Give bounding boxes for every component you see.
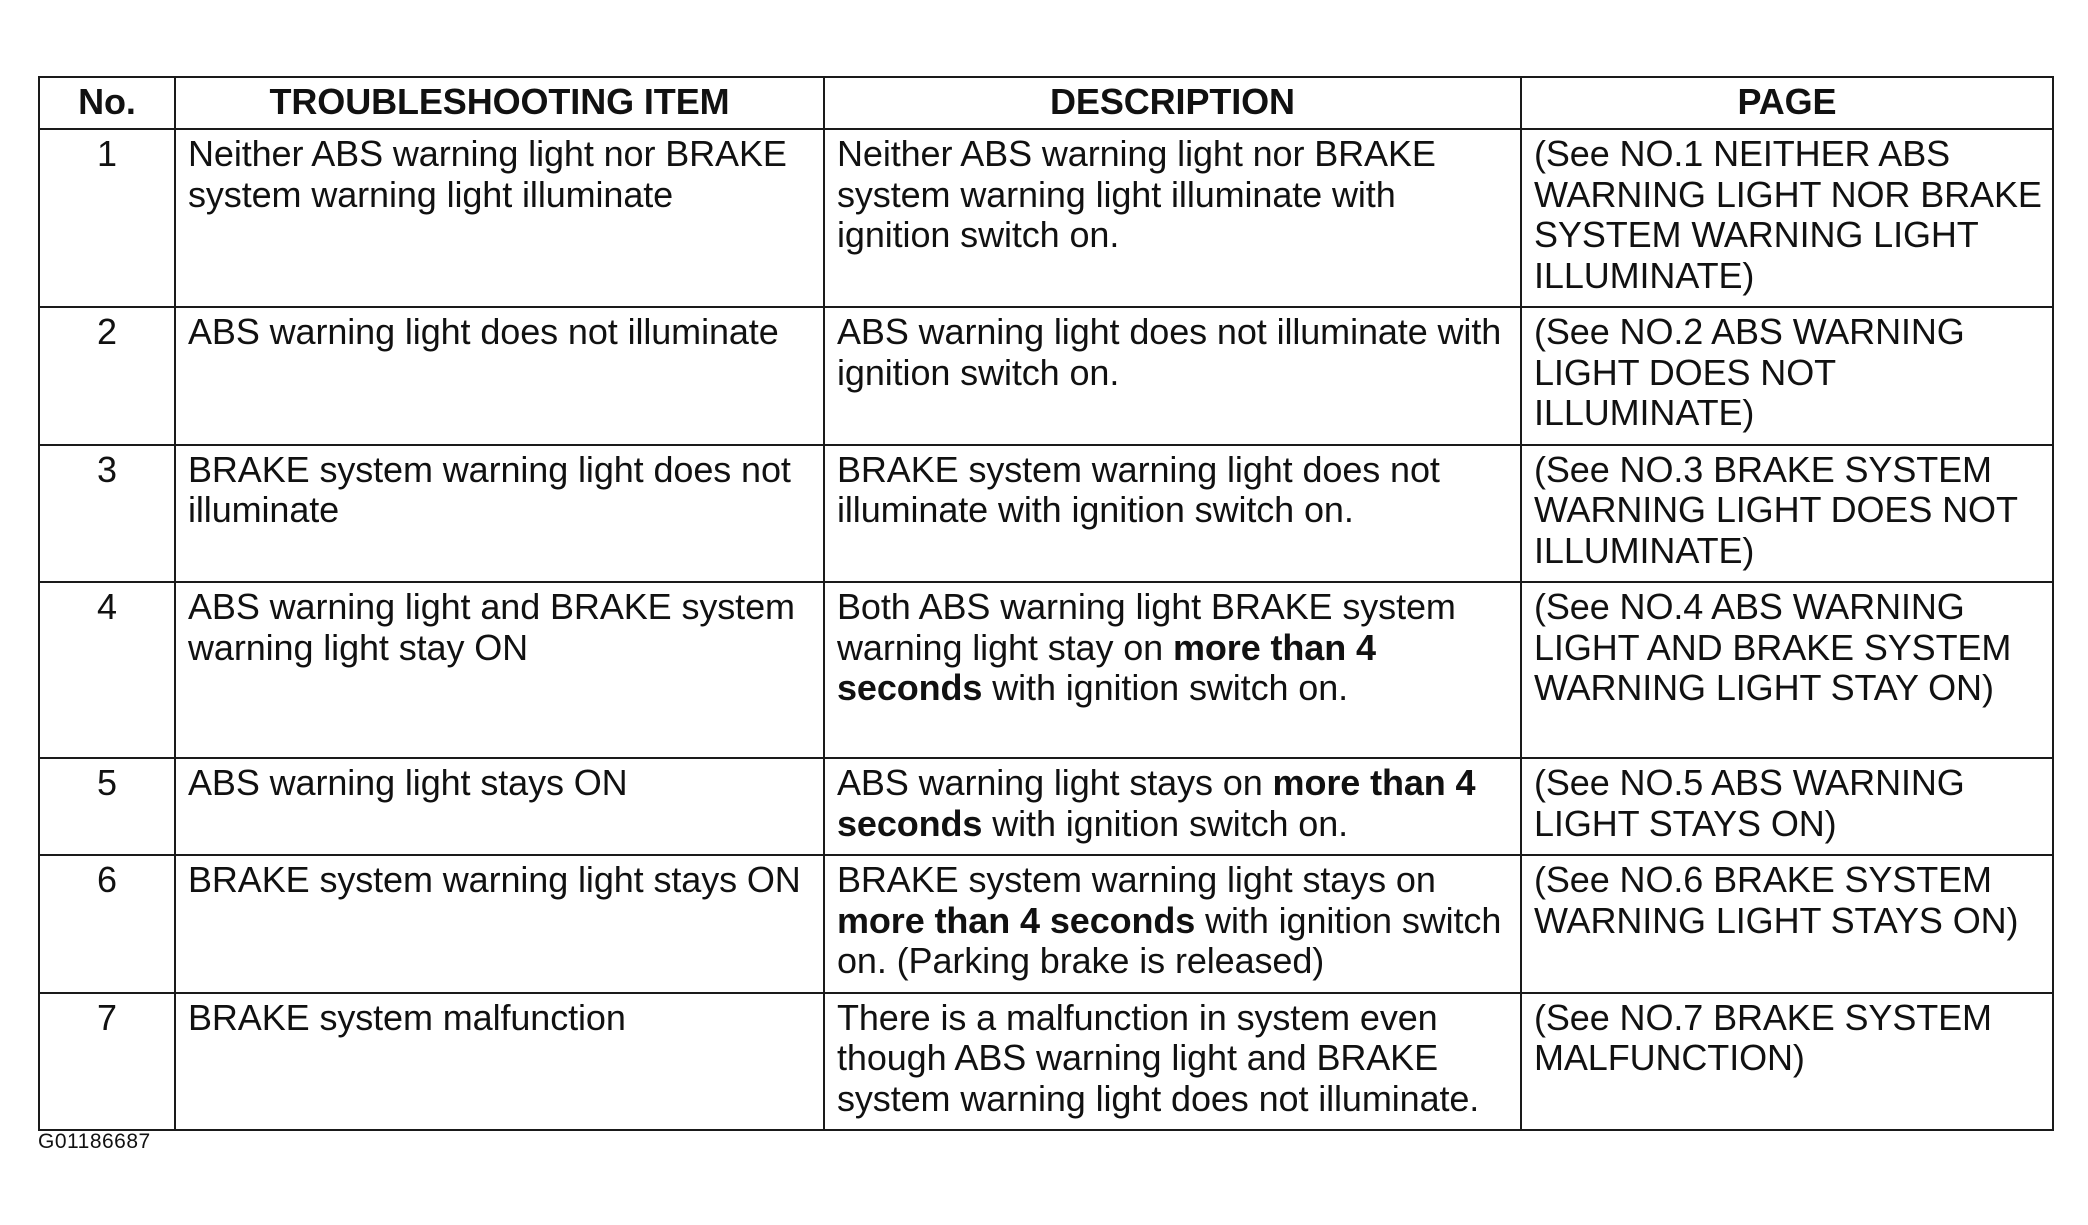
row-number-cell: 2 bbox=[39, 307, 175, 445]
header-page: PAGE bbox=[1521, 77, 2053, 129]
page-reference-cell: (See NO.5 ABS WARNING LIGHT STAYS ON) bbox=[1521, 758, 2053, 855]
table-row bbox=[39, 445, 2053, 583]
page-reference-cell: (See NO.7 BRAKE SYSTEM MALFUNCTION) bbox=[1521, 993, 2053, 1131]
page-reference-cell: (See NO.6 BRAKE SYSTEM WARNING LIGHT STAYS ON) bbox=[1521, 855, 2053, 993]
description-emphasis: more than 4 seconds bbox=[837, 899, 1196, 941]
figure-id-label: G01186687 bbox=[38, 1130, 151, 1153]
troubleshooting-item-cell: ABS warning light and BRAKE system warning light stay ON bbox=[175, 582, 824, 758]
header-troubleshooting-item: TROUBLESHOOTING ITEM bbox=[175, 77, 824, 129]
troubleshooting-table-container bbox=[38, 76, 2052, 1131]
description-cell bbox=[824, 855, 1521, 993]
description-cell bbox=[824, 129, 1521, 307]
description-cell bbox=[824, 993, 1521, 1131]
description-emphasis: more than 4 seconds bbox=[837, 762, 1476, 844]
row-number-cell: 5 bbox=[39, 758, 175, 855]
table-row bbox=[39, 993, 2053, 1131]
description-cell bbox=[824, 758, 1521, 855]
troubleshooting-item-cell: BRAKE system malfunction bbox=[175, 993, 824, 1131]
table-row bbox=[39, 758, 2053, 855]
description-text: ABS warning light does not illuminate with ignition switch on. bbox=[837, 311, 1502, 393]
row-number-cell: 3 bbox=[39, 445, 175, 583]
table-row bbox=[39, 582, 2053, 758]
row-number-cell: 7 bbox=[39, 993, 175, 1131]
description-cell bbox=[824, 307, 1521, 445]
description-cell bbox=[824, 582, 1521, 758]
table-row bbox=[39, 129, 2053, 307]
description-text: ABS warning light stays on bbox=[837, 762, 1273, 803]
troubleshooting-item-cell: BRAKE system warning light stays ON bbox=[175, 855, 824, 993]
row-number-cell: 4 bbox=[39, 582, 175, 758]
page-reference-cell: (See NO.1 NEITHER ABS WARNING LIGHT NOR BRAKE SYSTEM WARNING LIGHT ILLUMINATE) bbox=[1521, 129, 2053, 307]
description-text: with ignition switch on. bbox=[982, 667, 1349, 708]
page-reference-cell: (See NO.3 BRAKE SYSTEM WARNING LIGHT DOES NOT ILLUMINATE) bbox=[1521, 445, 2053, 583]
row-number-cell: 6 bbox=[39, 855, 175, 993]
table-header-row bbox=[39, 77, 2053, 129]
troubleshooting-item-cell: ABS warning light does not illuminate bbox=[175, 307, 824, 445]
page-reference-cell: (See NO.2 ABS WARNING LIGHT DOES NOT ILLUMINATE) bbox=[1521, 307, 2053, 445]
page-reference-cell: (See NO.4 ABS WARNING LIGHT AND BRAKE SYSTEM WARNING LIGHT STAY ON) bbox=[1521, 582, 2053, 758]
description-text: BRAKE system warning light stays on bbox=[837, 859, 1436, 900]
description-text: with ignition switch on. (Parking brake is released) bbox=[837, 899, 1502, 981]
header-description: DESCRIPTION bbox=[824, 77, 1521, 129]
description-emphasis: more than 4 seconds bbox=[837, 626, 1376, 708]
troubleshooting-item-cell: ABS warning light stays ON bbox=[175, 758, 824, 855]
troubleshooting-item-cell: BRAKE system warning light does not illuminate bbox=[175, 445, 824, 583]
table-row bbox=[39, 855, 2053, 993]
description-text: Both ABS warning light BRAKE system warning light stay on bbox=[837, 586, 1456, 668]
row-number-cell: 1 bbox=[39, 129, 175, 307]
description-text: with ignition switch on. bbox=[982, 802, 1349, 844]
header-no: No. bbox=[39, 77, 175, 129]
description-text: BRAKE system warning light does not illuminate with ignition switch on. bbox=[837, 448, 1440, 530]
table-row bbox=[39, 307, 2053, 445]
description-cell bbox=[824, 445, 1521, 583]
description-text: Neither ABS warning light nor BRAKE system warning light illuminate with ignition switch on. bbox=[837, 133, 1436, 255]
troubleshooting-table bbox=[38, 76, 2054, 1131]
troubleshooting-item-cell: Neither ABS warning light nor BRAKE system warning light illuminate bbox=[175, 129, 824, 307]
description-text: There is a malfunction in system even though ABS warning light and BRAKE system warning light does not illuminate. bbox=[837, 996, 1480, 1119]
